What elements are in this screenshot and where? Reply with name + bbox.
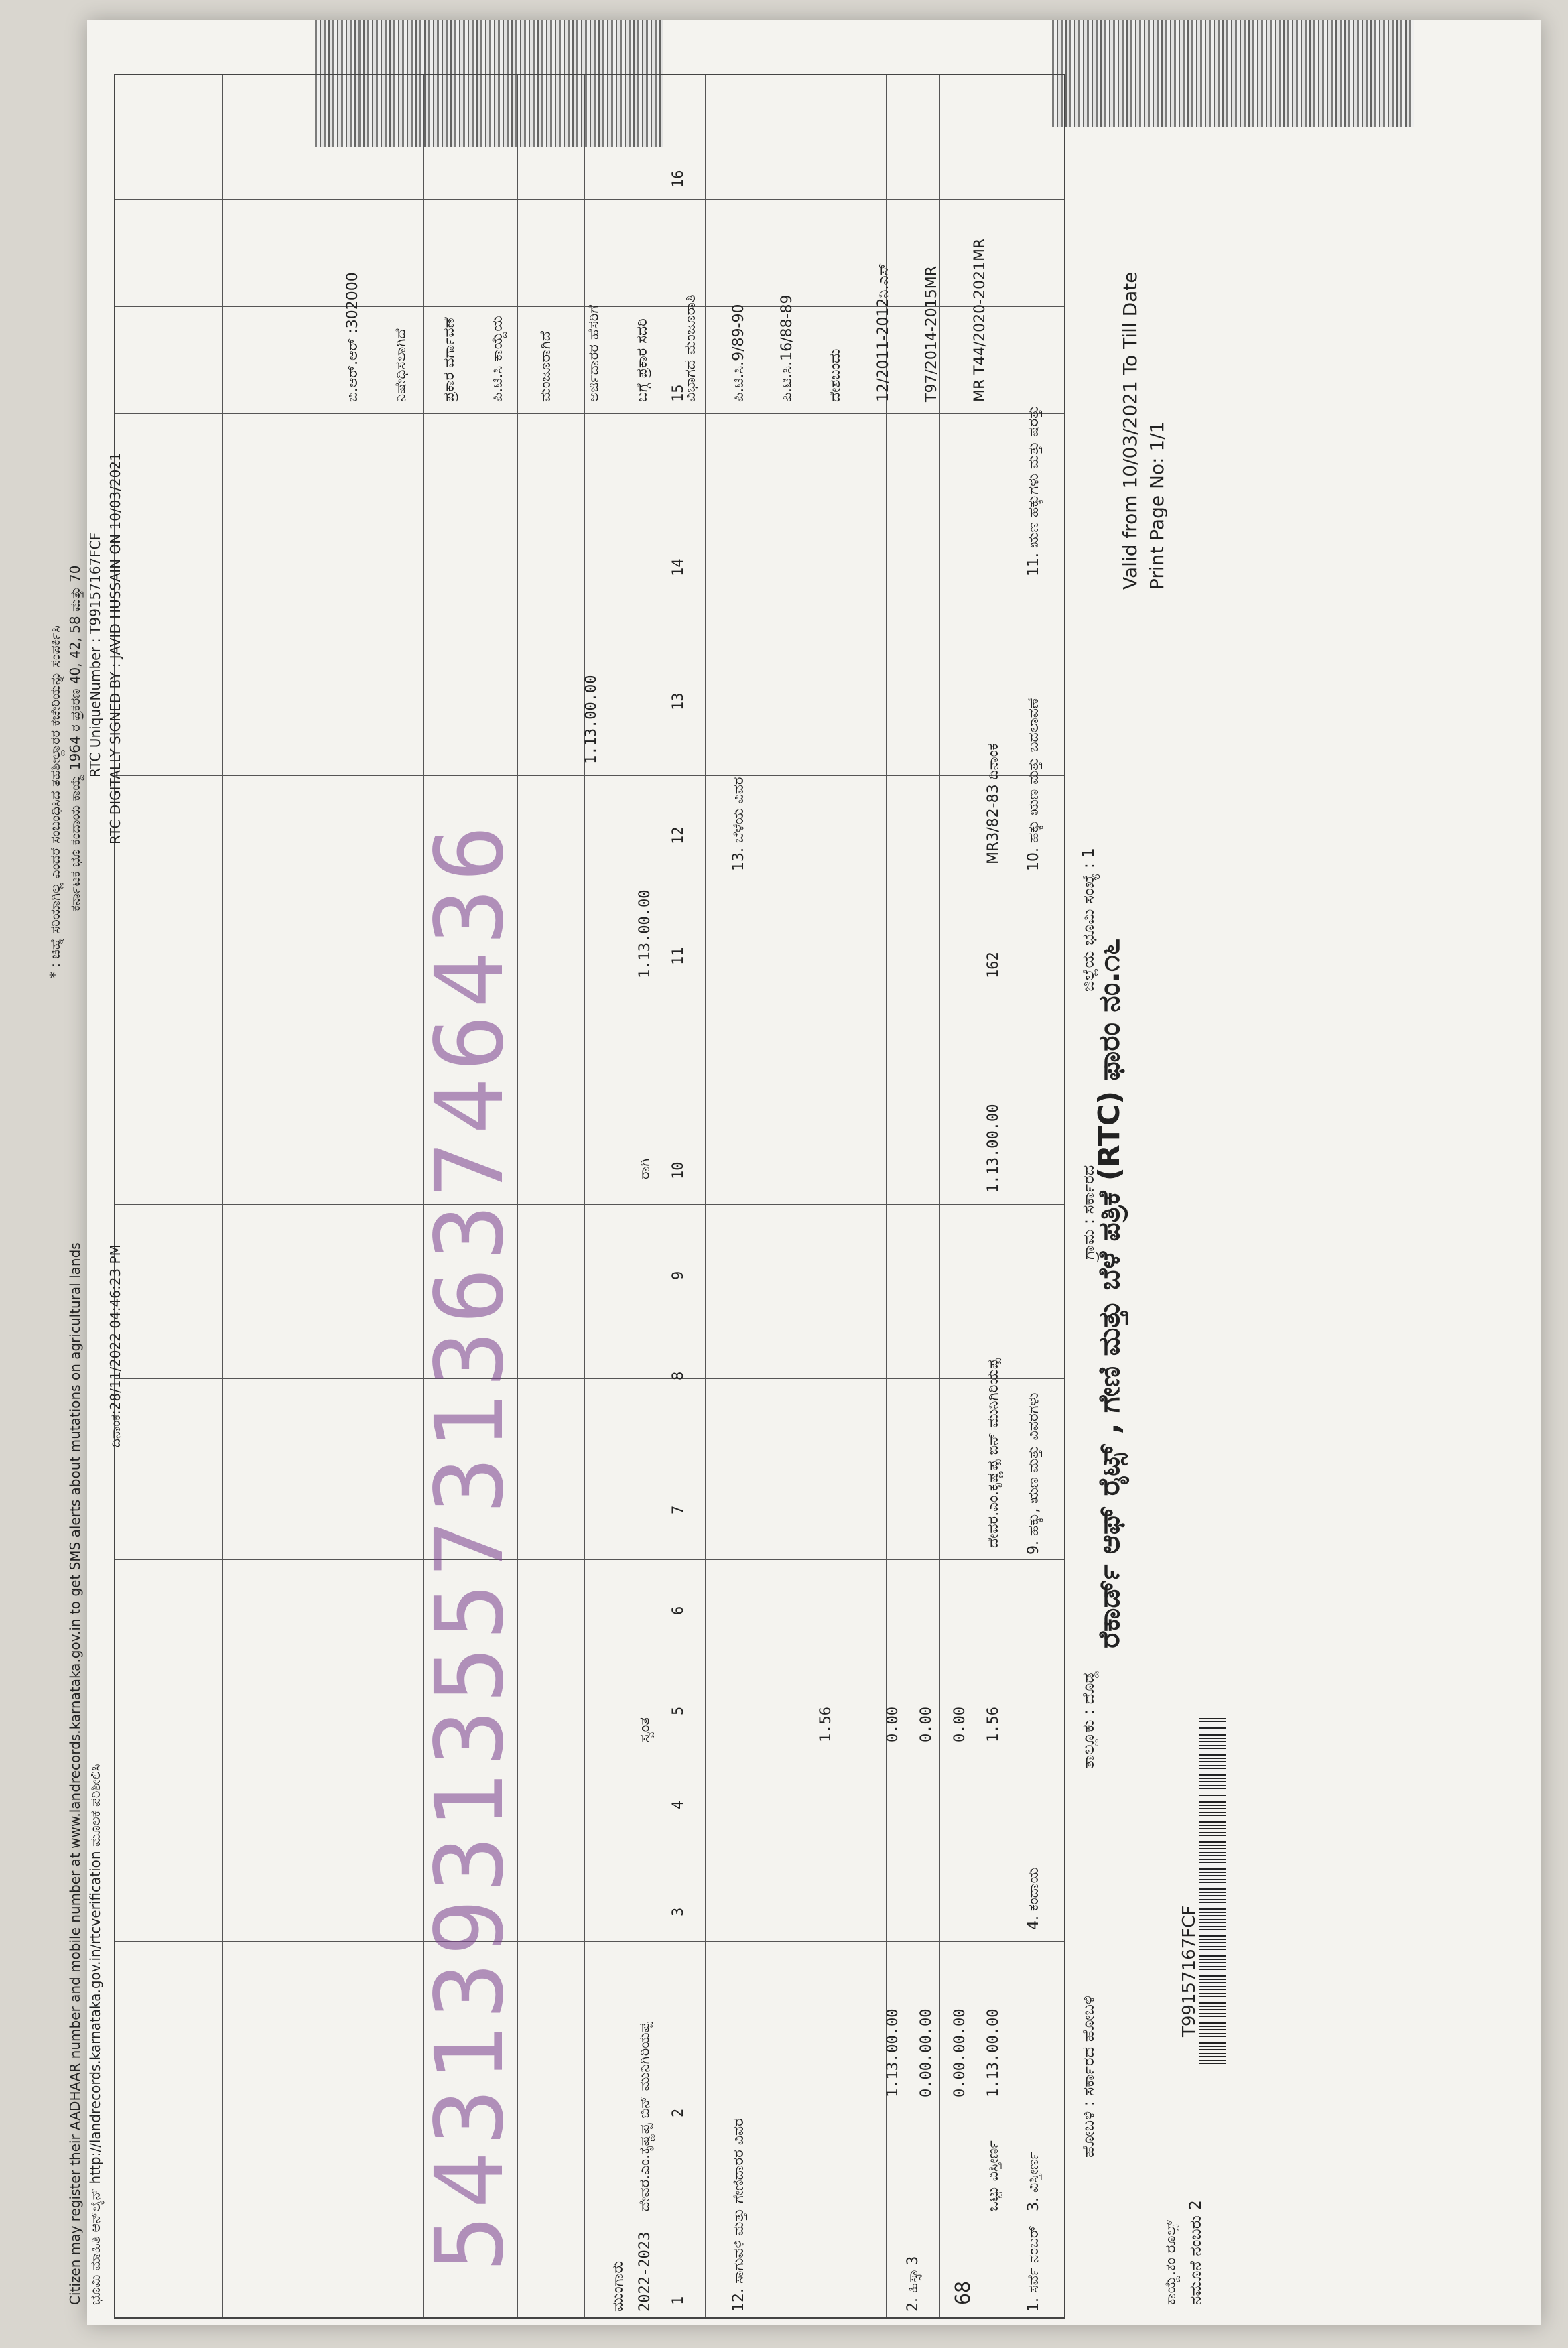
col-crop: 13. ಬೆಳೆಯ ವಿವರ bbox=[730, 777, 747, 871]
remark-line: ಪಿ.ಟಿ.ಸಿ ಕಾಯ್ದೆಯ bbox=[489, 316, 506, 402]
remark-line: ಪಿ.ಟಿ.ಸಿ.16/88-89 bbox=[779, 294, 795, 402]
remark-line: ಬಿ.ಆರ್.ಆರ್ :302000 bbox=[344, 272, 361, 402]
col-cultivation: 12. ಸಾಗುವಳಿ ಮತ್ತು ಗೇಣಿದಾರರ ವಿವರ bbox=[730, 2118, 747, 2312]
area-d: 1.13.00.00 bbox=[885, 2008, 901, 2097]
column-number: 7 bbox=[670, 1505, 687, 1514]
rtc-barcode bbox=[1199, 1715, 1226, 2064]
rtc-table bbox=[114, 74, 1065, 2319]
column-numbers bbox=[670, 74, 690, 2319]
footer-note-3: ಕರ್ನಾಟಕ ಭೂ ಕಂದಾಯ ಕಾಯ್ದೆ 1964 ರ ಪ್ರಕರಣ 40, 42, 58 ಮತ್ತು 70 bbox=[67, 565, 83, 911]
column-number: 13 bbox=[670, 692, 687, 710]
remark-line: ದೇಶಬಂದು bbox=[827, 348, 844, 402]
hissa-number: 3 bbox=[905, 2256, 921, 2265]
col-mutation: 10. ಹಕ್ಕು ಋಣ ಮತ್ತು ಬದಲಾವಣೆ bbox=[1025, 698, 1042, 871]
crop-area: 1.13.00.00 bbox=[637, 889, 653, 978]
column-number: 6 bbox=[670, 1606, 687, 1615]
col-hissa: 2. ಹಿಸ್ಸಾ bbox=[905, 2268, 921, 2312]
rtc-document bbox=[47, 74, 1266, 2319]
rtc-code: T99157167FCF bbox=[1179, 1905, 1199, 2037]
crop-name: ರಾಗಿ bbox=[637, 1158, 653, 1179]
footer-note-1: ಭೂಮಿ ಮಾಹಿತಿ ಆನ್‌ಲೈನ್ http://landrecords.karnataka.gov.in/rtcverification ಮೂಲಕ ಪರಿಶೀಲಿಸಿ bbox=[87, 1764, 103, 2305]
khata-number: 162 bbox=[985, 952, 1002, 978]
footer-note-2: Citizen may register their AADHAAR number and mobile number at www.landrecords.karnataka.gov.in to get SMS alerts about mutations on agricultural lands bbox=[67, 1242, 83, 2305]
valid-from: Valid from 10/03/2021 To Till Date bbox=[1119, 271, 1141, 590]
remark-line: ಮಂಜೂರಾಗಿದೆ bbox=[537, 330, 554, 402]
crop-type: ಸ್ವಂತ bbox=[637, 1717, 653, 1742]
cultivator-name: ದೇವರ.ಎಂ.ಕೃಷ್ಣಪ್ಪ ಬಿನ್ ಮುನಿಗಿರಿಯಪ್ಪ bbox=[637, 2022, 653, 2211]
area-c: 0.00.00.00 bbox=[918, 2008, 935, 2097]
village: ಗ್ರಾಮ : ಸರ್ಕಾರದ bbox=[1079, 1165, 1098, 1260]
column-number: 1 bbox=[670, 2296, 687, 2305]
col-remarks: 11. ಋಣ ಹಕ್ಕುಗಳು ಮತ್ತು ಷರತ್ತು bbox=[1025, 405, 1042, 576]
form-number: ನಮೂನೆ ನಂಬರು 2 bbox=[1186, 2200, 1205, 2305]
crop-year: 2022-2023 bbox=[637, 2231, 653, 2312]
column-number: 10 bbox=[670, 1161, 687, 1179]
column-number: 16 bbox=[670, 170, 687, 188]
remarks-list bbox=[221, 80, 1012, 402]
col-survey: 1. ಸರ್ವೆ ನಂಬರ್ bbox=[1025, 2225, 1042, 2312]
footer-date: ದಿನಾಂಕ:28/11/2022 04:46:23 PM bbox=[107, 1244, 123, 1447]
area-b: 0.00.00.00 bbox=[952, 2008, 968, 2097]
crop-area-2: 1.13.00.00 bbox=[583, 675, 600, 764]
footer-signed: RTC DIGITALLY SIGNED BY : JAVID HUSSAIN ON 10/03/2021 bbox=[107, 452, 123, 844]
document-title: ರೆಕಾರ್ಡ್ ಆಫ್ ರೈಟ್ಸ್ , ಗೇಣಿ ಮತ್ತು ಬೆಳೆ ಪತ್ರಿಕೆ (RTC) ಫಾರಂ ನಂ.೧೬ bbox=[1092, 938, 1126, 1648]
remark-line: T97/2014-2015MR bbox=[923, 265, 940, 402]
footer-note-4: * : ಚಿಹ್ನೆ ಸರಿಯಾಗಿಲ್ಲ ಎಂದರೆ ಸಂಬಂಧಿಸಿದ ತಹಶೀಲ್ದಾರರ ಕಚೇರಿಯನ್ನು ಸಂಪರ್ಕಿಸಿ bbox=[47, 625, 63, 978]
column-number: 5 bbox=[670, 1706, 687, 1715]
remark-line: ನಿಷೇಧಿಸಲಾಗಿದೆ bbox=[393, 328, 409, 402]
remark-line: ವಿಭಾಗದ ಮಂಜೂರಾತಿ bbox=[682, 294, 699, 402]
taluk: ತಾಲ್ಲೂಕು : ದೊಡ್ಡ bbox=[1079, 1671, 1098, 1769]
district: ಜಿಲ್ಲೆಯ ಭೂಮಿ ಸಂಖ್ಯೆ : 1 bbox=[1079, 848, 1098, 992]
crop-season: ಮುಂಗಾರು bbox=[610, 2261, 627, 2312]
watermark-number: 54313931355731363746436 bbox=[415, 818, 525, 2272]
owner-name: ದೇವರ.ಎಂ.ಕೃಷ್ಣಪ್ಪ ಬಿನ್ ಮುನಿಗಿರಿಯಪ್ಪ bbox=[985, 1358, 1002, 1548]
remark-line: 12/2011-2012ನಿ.ಎಸ್ bbox=[875, 263, 892, 402]
column-number: 8 bbox=[670, 1371, 687, 1380]
footer-unique: RTC UniqueNumber : T99157167FCF bbox=[87, 532, 103, 777]
remark-line: ಬಗ್ಗೆ ಪ್ರಕಾರ ಸದರಿ bbox=[634, 318, 651, 402]
col-rights: 9. ಹಕ್ಕು, ಋಣ ಮತ್ತು ವಿವರಗಳು bbox=[1025, 1392, 1042, 1555]
survey-number: 68 bbox=[952, 2280, 975, 2305]
remark-line: ಪಿ.ಟಿ.ಸಿ.9/89-90 bbox=[730, 304, 747, 402]
revenue-3: 0.00 bbox=[918, 1707, 935, 1742]
column-number: 12 bbox=[670, 826, 687, 844]
remark-line: ಅರ್ಜಿದಾರರ ಹೆಸರಿಗೆ bbox=[586, 304, 602, 402]
revenue-1: 1.56 bbox=[985, 1707, 1002, 1742]
area-label: ಒಟ್ಟು ವಿಸ್ತೀರ್ಣ bbox=[985, 2140, 1002, 2211]
remark-line: ಪ್ರಕಾರ ವರ್ಗಾವಣೆ bbox=[441, 317, 458, 402]
revenue-2: 0.00 bbox=[952, 1707, 968, 1742]
mutation-number: MR3/82-83 ದಿನಾಂಕ bbox=[985, 743, 1002, 864]
col-revenue: 4. ಕಂದಾಯ bbox=[1025, 1867, 1042, 1930]
owner-area: 1.13.00.00 bbox=[985, 1104, 1002, 1193]
column-number: 11 bbox=[670, 947, 687, 965]
remark-line: MR T44/2020-2021MR bbox=[972, 238, 988, 402]
col-area: 3. ವಿಸ್ತೀರ್ಣ bbox=[1025, 2151, 1042, 2211]
column-number: 3 bbox=[670, 1907, 687, 1916]
column-number: 2 bbox=[670, 2108, 687, 2117]
area-total: 1.13.00.00 bbox=[985, 2008, 1002, 2097]
revenue-total: 1.56 bbox=[818, 1707, 834, 1742]
column-number: 14 bbox=[670, 558, 687, 576]
column-number: 15 bbox=[670, 384, 687, 402]
hobli: ಹೋಬಳಿ : ಸರ್ಕಾರದ ಹೋಬಳಿ bbox=[1079, 1996, 1098, 2158]
revenue-4: 0.00 bbox=[885, 1707, 901, 1742]
form-subtitle: ಕಾಯ್ದೆ.ಕಂ ರೂಲ್ಸ್ bbox=[1163, 2220, 1179, 2305]
column-number: 9 bbox=[670, 1270, 687, 1280]
print-page: Print Page No: 1/1 bbox=[1146, 421, 1168, 590]
column-number: 4 bbox=[670, 1800, 687, 1809]
